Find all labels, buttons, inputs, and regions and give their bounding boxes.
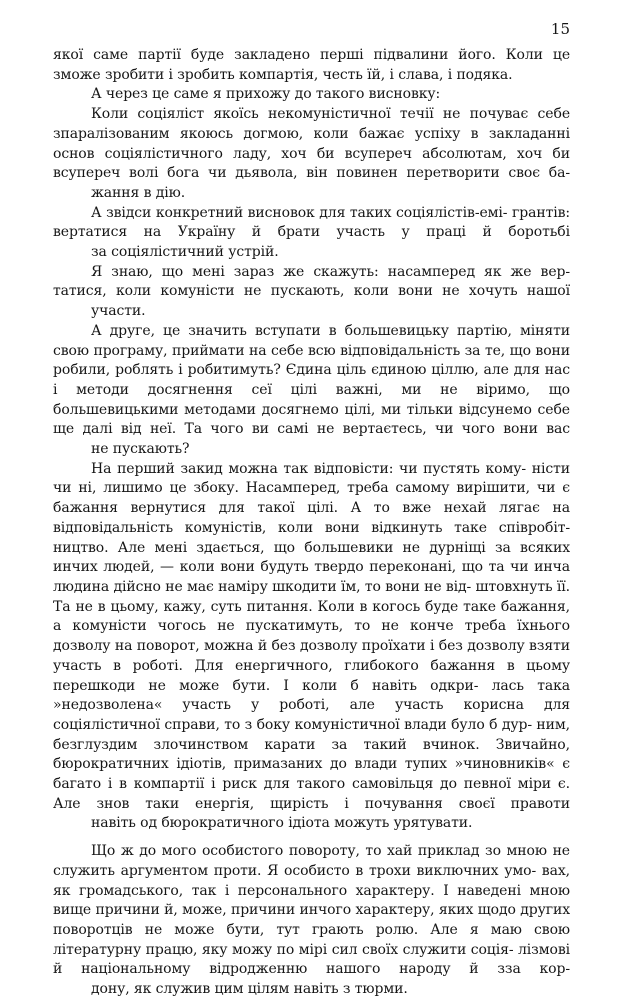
paragraph-text: А через це саме я прихожу до такого висновку: <box>91 86 441 103</box>
paragraph <box>53 842 570 1000</box>
paragraph <box>53 204 570 263</box>
paragraph <box>53 263 570 322</box>
paragraph <box>53 85 570 105</box>
paragraph <box>53 105 570 204</box>
paragraph-text: Коли соціяліст якоїсь некомуністичної течії не почуває себе зпаралізованим якоюсь догмою, коли бажає успіху в закладанні основ соціялістичного ладу, хоч би всупереч абсолютам, хоч би всупереч волі бога чи дьявола, він повинен перетворити своє ба- <box>53 106 570 182</box>
paragraph <box>53 460 570 834</box>
paragraph-text: якої саме партії буде закладено перші підвалини його. Коли це <box>53 47 570 63</box>
paragraph-text: А друге, це значить вступати в большевицьку партію, міняти свою програму, приймати на себе всю відповідальність за те, що вони робили, роблять і робитимуть? Єдина ціль єдиною ціллю, але для нас і методи досягнення сеї цілі важні, ми не віримо, що большевицькими методами досягнемо цілі, ми тільки відсунемо себе ще далі від неї. Та чого ви самі не вертаєтесь, чи чого вони вас <box>53 322 570 438</box>
paragraph-text: Що ж до мого особистого повороту, то хай приклад зо мною не служить аргументом проти. Я особисто в трохи виключних умо- вах, як громадського, так і персонального характеру. І наведені мною вище причини й, може, причини инчого характеру, яких щодо других поворотців не може бути, тут грають ролю. Але я маю свою літературну працю, яку можу по мірі сил своїх служити соція- лізмові й національному відродженню нашого народу й зза кор- <box>53 843 570 978</box>
body-text <box>53 46 570 1000</box>
paragraph-text: Я знаю, що мені зараз же скажуть: насамперед як же вер- татися, коли комуністи не пускають, коли вони не хочуть нашої <box>53 263 570 300</box>
paragraph-text: На перший закид можна так відповісти: чи пустять кому- ністи чи ні, лишимо це збоку. Насамперед, треба самому вирішити, чи є бажання вернутися для такої цілі. А то вже нехай лягає на відповідальність комуністів, коли вони відкинуть таке співробіт- ництво. Але мені здається, що большевики не дурніщі за всяких инчих людей, — коли вони будуть твердо переконані, що та чи инча людина дійсно не має наміру шкодити їм, то вони не від- штовхнуть її. Та не в цьому, кажу, суть питання. Коли в когось буде таке бажання, а комуністи чогось не пускатимуть, то не конче треба їхнього дозволу на поворот, можна й без дозволу проїхати і без дозволу взяти участь в роботі. Для енергичного, глибокого бажання в цьому перешкоди не може бути. І коли б навіть одкри- лась така »недозволена« участь у роботі, але участь корисна для соціялістичної справи, то з боку комуністичної влади було б дур- ним, безглуздим злочинством карати за такий вчинок. Звичайно, бюрократичних ідіотів, примазаних до влади тупих »чиновників« є багато і в компартії і риск для такого самовільця до певної міри є. Але знов таки енергія, щирість і почування своєї правоти <box>53 460 571 812</box>
paragraph <box>53 46 570 85</box>
page-number: 15 <box>550 20 570 38</box>
paragraph-last-line: не пускають? <box>91 441 190 458</box>
paragraph-text: А звідси конкретний висновок для таких соціялістів-емі- грантів: вертатися на Україну й брати участь у праці й боротьбі <box>53 204 570 241</box>
paragraph <box>53 322 570 460</box>
paragraph-last-line: участи. <box>91 303 146 320</box>
paragraph-last-line: жання в дію. <box>91 184 186 201</box>
paragraph-last-line: за соціялістичний устрій. <box>91 244 279 261</box>
paragraph-last-line: зможе зробити і зробить компартія, честь їй, і слава, і подяка. <box>53 66 513 83</box>
paragraph-last-line: дону, як служив цим цілям навіть з тюрми. <box>91 981 408 998</box>
paragraph-last-line: навіть од бюрократичного ідіота можуть урятувати. <box>91 815 473 832</box>
